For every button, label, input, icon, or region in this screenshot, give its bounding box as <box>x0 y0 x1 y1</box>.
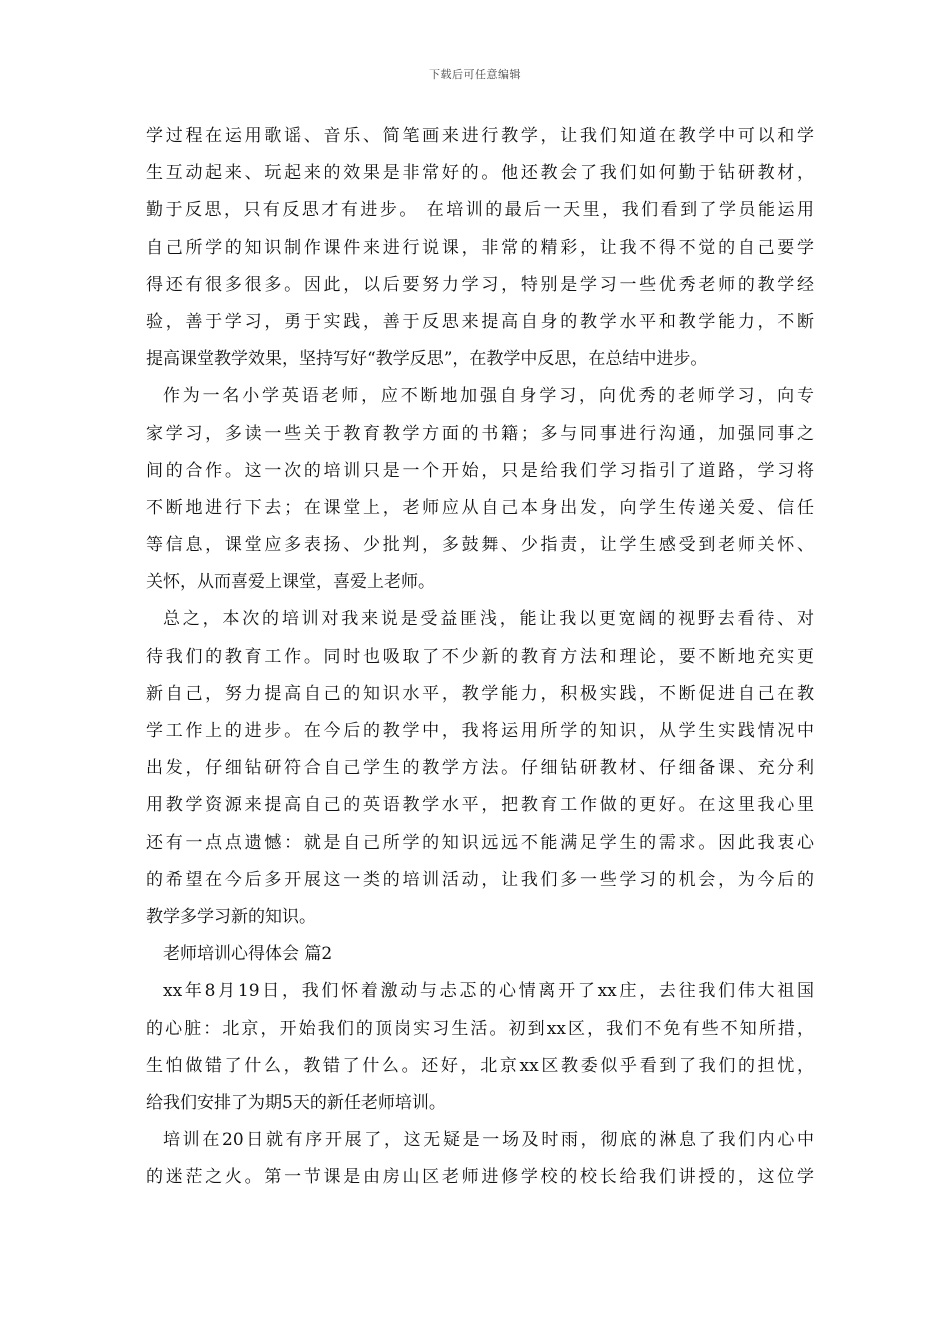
text-line: 学过程在运用歌谣、音乐、简笔画来进行教学，让我们知道在教学中可以和学 <box>146 126 814 146</box>
text-line: 的希望在今后多开展这一类的培训活动，让我们多一些学习的机会，为今后的 <box>146 869 814 890</box>
section-heading <box>146 936 814 973</box>
text-line: 自己所学的知识制作课件来进行说课，非常的精彩，让我不得不觉的自己要学 <box>146 237 814 258</box>
text-line: 生互动起来、玩起来的效果是非常好的。他还教会了我们如何勤于钻研教材， <box>146 163 814 184</box>
paragraph <box>146 973 814 1122</box>
text-line: 新自己，努力提高自己的知识水平，教学能力，积极实践，不断促进自己在教 <box>146 683 814 704</box>
paragraph <box>146 118 814 378</box>
paragraph <box>146 378 814 601</box>
text-line: 生怕做错了什么，教错了什么。还好，北京xx区教委似乎看到了我们的担忧， <box>146 1055 814 1076</box>
text-line: 待我们的教育工作。同时也吸取了不少新的教育方法和理论，要不断地充实更 <box>146 646 814 667</box>
text-line: 关怀，从而喜爱上课堂，喜爱上老师。 <box>146 572 435 593</box>
text-line: 还有一点点遗憾：就是自己所学的知识远远不能满足学生的需求。因此我衷心 <box>146 832 814 853</box>
text-line: 总之，本次的培训对我来说是受益匪浅，能让我以更宽阔的视野去看待、对 <box>163 609 814 630</box>
text-line: 家学习，多读一些关于教育教学方面的书籍；多与同事进行沟通，加强同事之 <box>146 423 814 444</box>
text-line: 的迷茫之火。第一节课是由房山区老师进修学校的校长给我们讲授的，这位学 <box>146 1167 814 1188</box>
text-line: 不断地进行下去；在课堂上，老师应从自己本身出发，向学生传递关爱、信任 <box>146 497 814 518</box>
paragraph <box>146 601 814 936</box>
text-line: 培训在20日就有序开展了，这无疑是一场及时雨，彻底的淋息了我们内心中 <box>163 1130 814 1151</box>
text-line: 老师培训心得体会 篇2 <box>163 944 333 965</box>
text-line: 等信息，课堂应多表扬、少批判，多鼓舞、少指责，让学生感受到老师关怀、 <box>146 535 814 556</box>
text-line: 学工作上的进步。在今后的教学中，我将运用所学的知识，从学生实践情况中 <box>146 721 814 741</box>
text-line: 验，善于学习，勇于实践，善于反思来提高自身的教学水平和教学能力，不断 <box>146 311 814 332</box>
text-line: 勤于反思，只有反思才有进步。 在培训的最后一天里，我们看到了学员能运用 <box>146 200 814 221</box>
text-line: 的心脏：北京，开始我们的顶岗实习生活。初到xx区，我们不免有些不知所措， <box>146 1018 814 1039</box>
document-body <box>146 118 814 1196</box>
text-line: 给我们安排了为期5天的新任老师培训。 <box>146 1092 446 1113</box>
text-line: 作为一名小学英语老师，应不断地加强自身学习，向优秀的老师学习，向专 <box>163 386 814 407</box>
text-line: 教学多学习新的知识。 <box>146 906 316 927</box>
text-line: 用教学资源来提高自己的英语教学水平，把教育工作做的更好。在这里我心里 <box>146 795 814 816</box>
text-line: xx年8月19日，我们怀着激动与忐忑的心情离开了xx庄，去往我们伟大祖国 <box>163 981 814 1002</box>
text-line: 出发，仔细钻研符合自己学生的教学方法。仔细钻研教材、仔细备课、充分利 <box>146 758 814 779</box>
page-header: 下载后可任意编辑 <box>429 68 521 81</box>
paragraph <box>146 1122 814 1196</box>
text-line: 得还有很多很多。因此，以后要努力学习，特别是学习一些优秀老师的教学经 <box>146 274 814 295</box>
text-line: 提高课堂教学效果，坚持写好“教学反思”，在教学中反思，在总结中进步。 <box>146 349 708 370</box>
text-line: 间的合作。这一次的培训只是一个开始，只是给我们学习指引了道路，学习将 <box>146 460 814 481</box>
